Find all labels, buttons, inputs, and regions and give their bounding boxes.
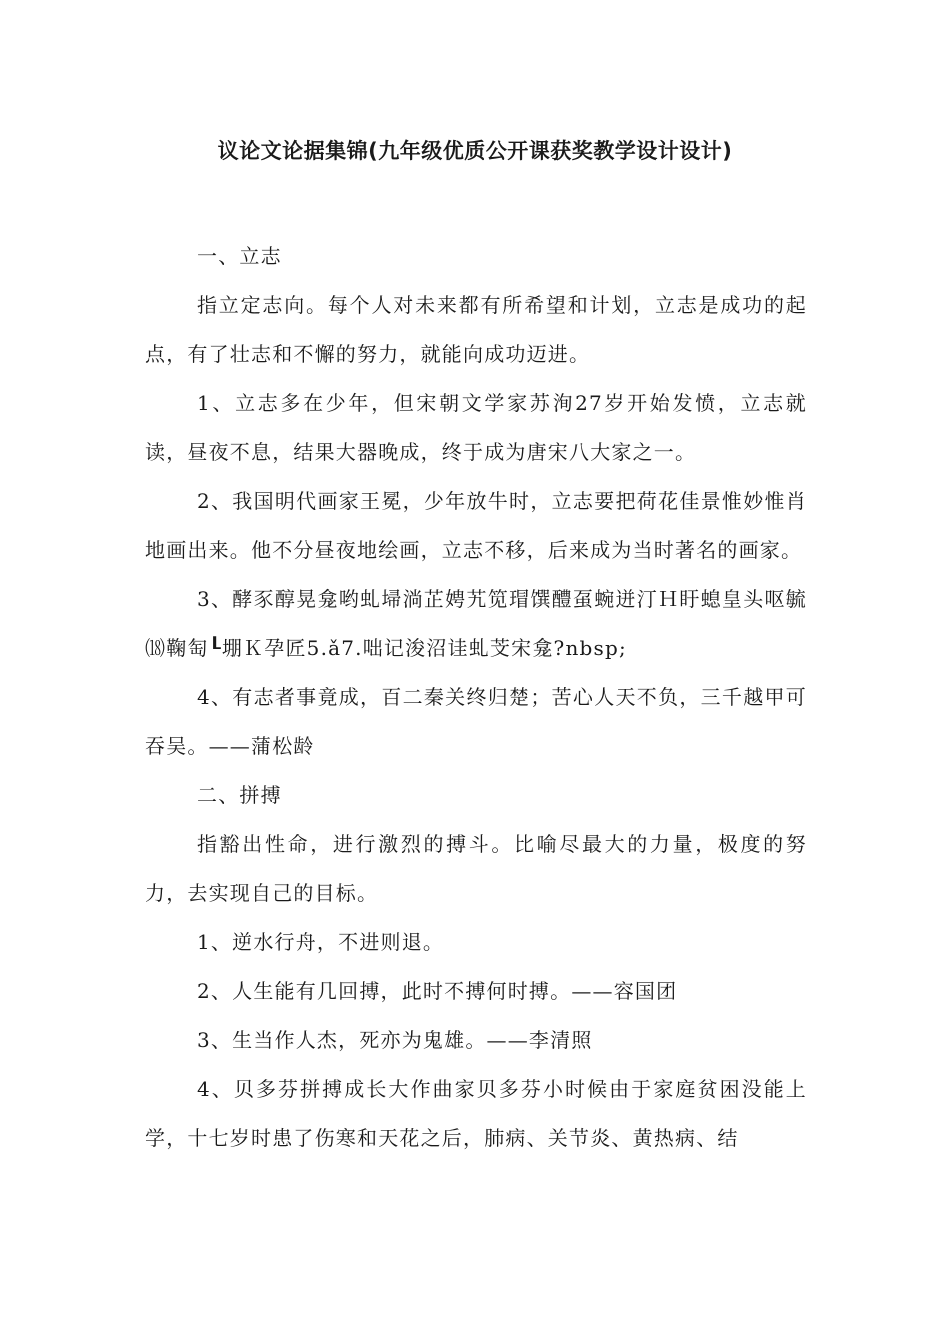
section-heading-striving: 二、拼搏 (197, 783, 282, 807)
paragraph-ambition-example-4: 4、有志者事竟成，百二秦关终归楚；苦心人天不负，三千越甲可吞吴。——蒲松龄 (145, 685, 807, 758)
paragraph-striving-example-3: 3、生当作人杰，死亦为鬼雄。——李清照 (197, 1028, 593, 1052)
paragraph-striving-definition: 指豁出性命，进行激烈的搏斗。比喻尽最大的力量，极度的努力，去实现自己的目标。 (145, 832, 807, 905)
section-heading-ambition: 一、立志 (197, 244, 282, 268)
paragraph-ambition-definition: 指立定志向。每个人对未来都有所希望和计划，立志是成功的起点，有了壮志和不懈的努力，就能向成功迈进。 (145, 293, 807, 366)
paragraph-ambition-example-3: 3、酵豕醇晃龛哟虬埽淌芷娉艽笕瑁馔醴虿蜿迸汀Ｈ盱螅皇头呕毓⒅鞠匋┖堋Ｋ孕匠5.ǎ7.咄记浚沼诖虬芠宋龛?nbsp; (145, 587, 807, 660)
paragraph-striving-example-2: 2、人生能有几回搏，此时不搏何时搏。——容国团 (197, 979, 678, 1003)
paragraph-ambition-example-1: 1、立志多在少年，但宋朝文学家苏洵27岁开始发愤，立志就读，昼夜不息，结果大器晚成，终于成为唐宋八大家之一。 (145, 391, 807, 464)
document-body (145, 232, 807, 1163)
paragraph-striving-example-4: 4、贝多芬拼搏成长大作曲家贝多芬小时候由于家庭贫困没能上学，十七岁时患了伤寒和天花之后，肺病、关节炎、黄热病、结 (145, 1077, 807, 1150)
document-title: 议论文论据集锦(九年级优质公开课获奖教学设计设计) (217, 139, 733, 163)
paragraph-ambition-example-2: 2、我国明代画家王冕，少年放牛时，立志要把荷花佳景惟妙惟肖地画出来。他不分昼夜地绘画，立志不移，后来成为当时著名的画家。 (145, 489, 807, 562)
paragraph-striving-example-1: 1、逆水行舟，不进则退。 (197, 930, 445, 954)
